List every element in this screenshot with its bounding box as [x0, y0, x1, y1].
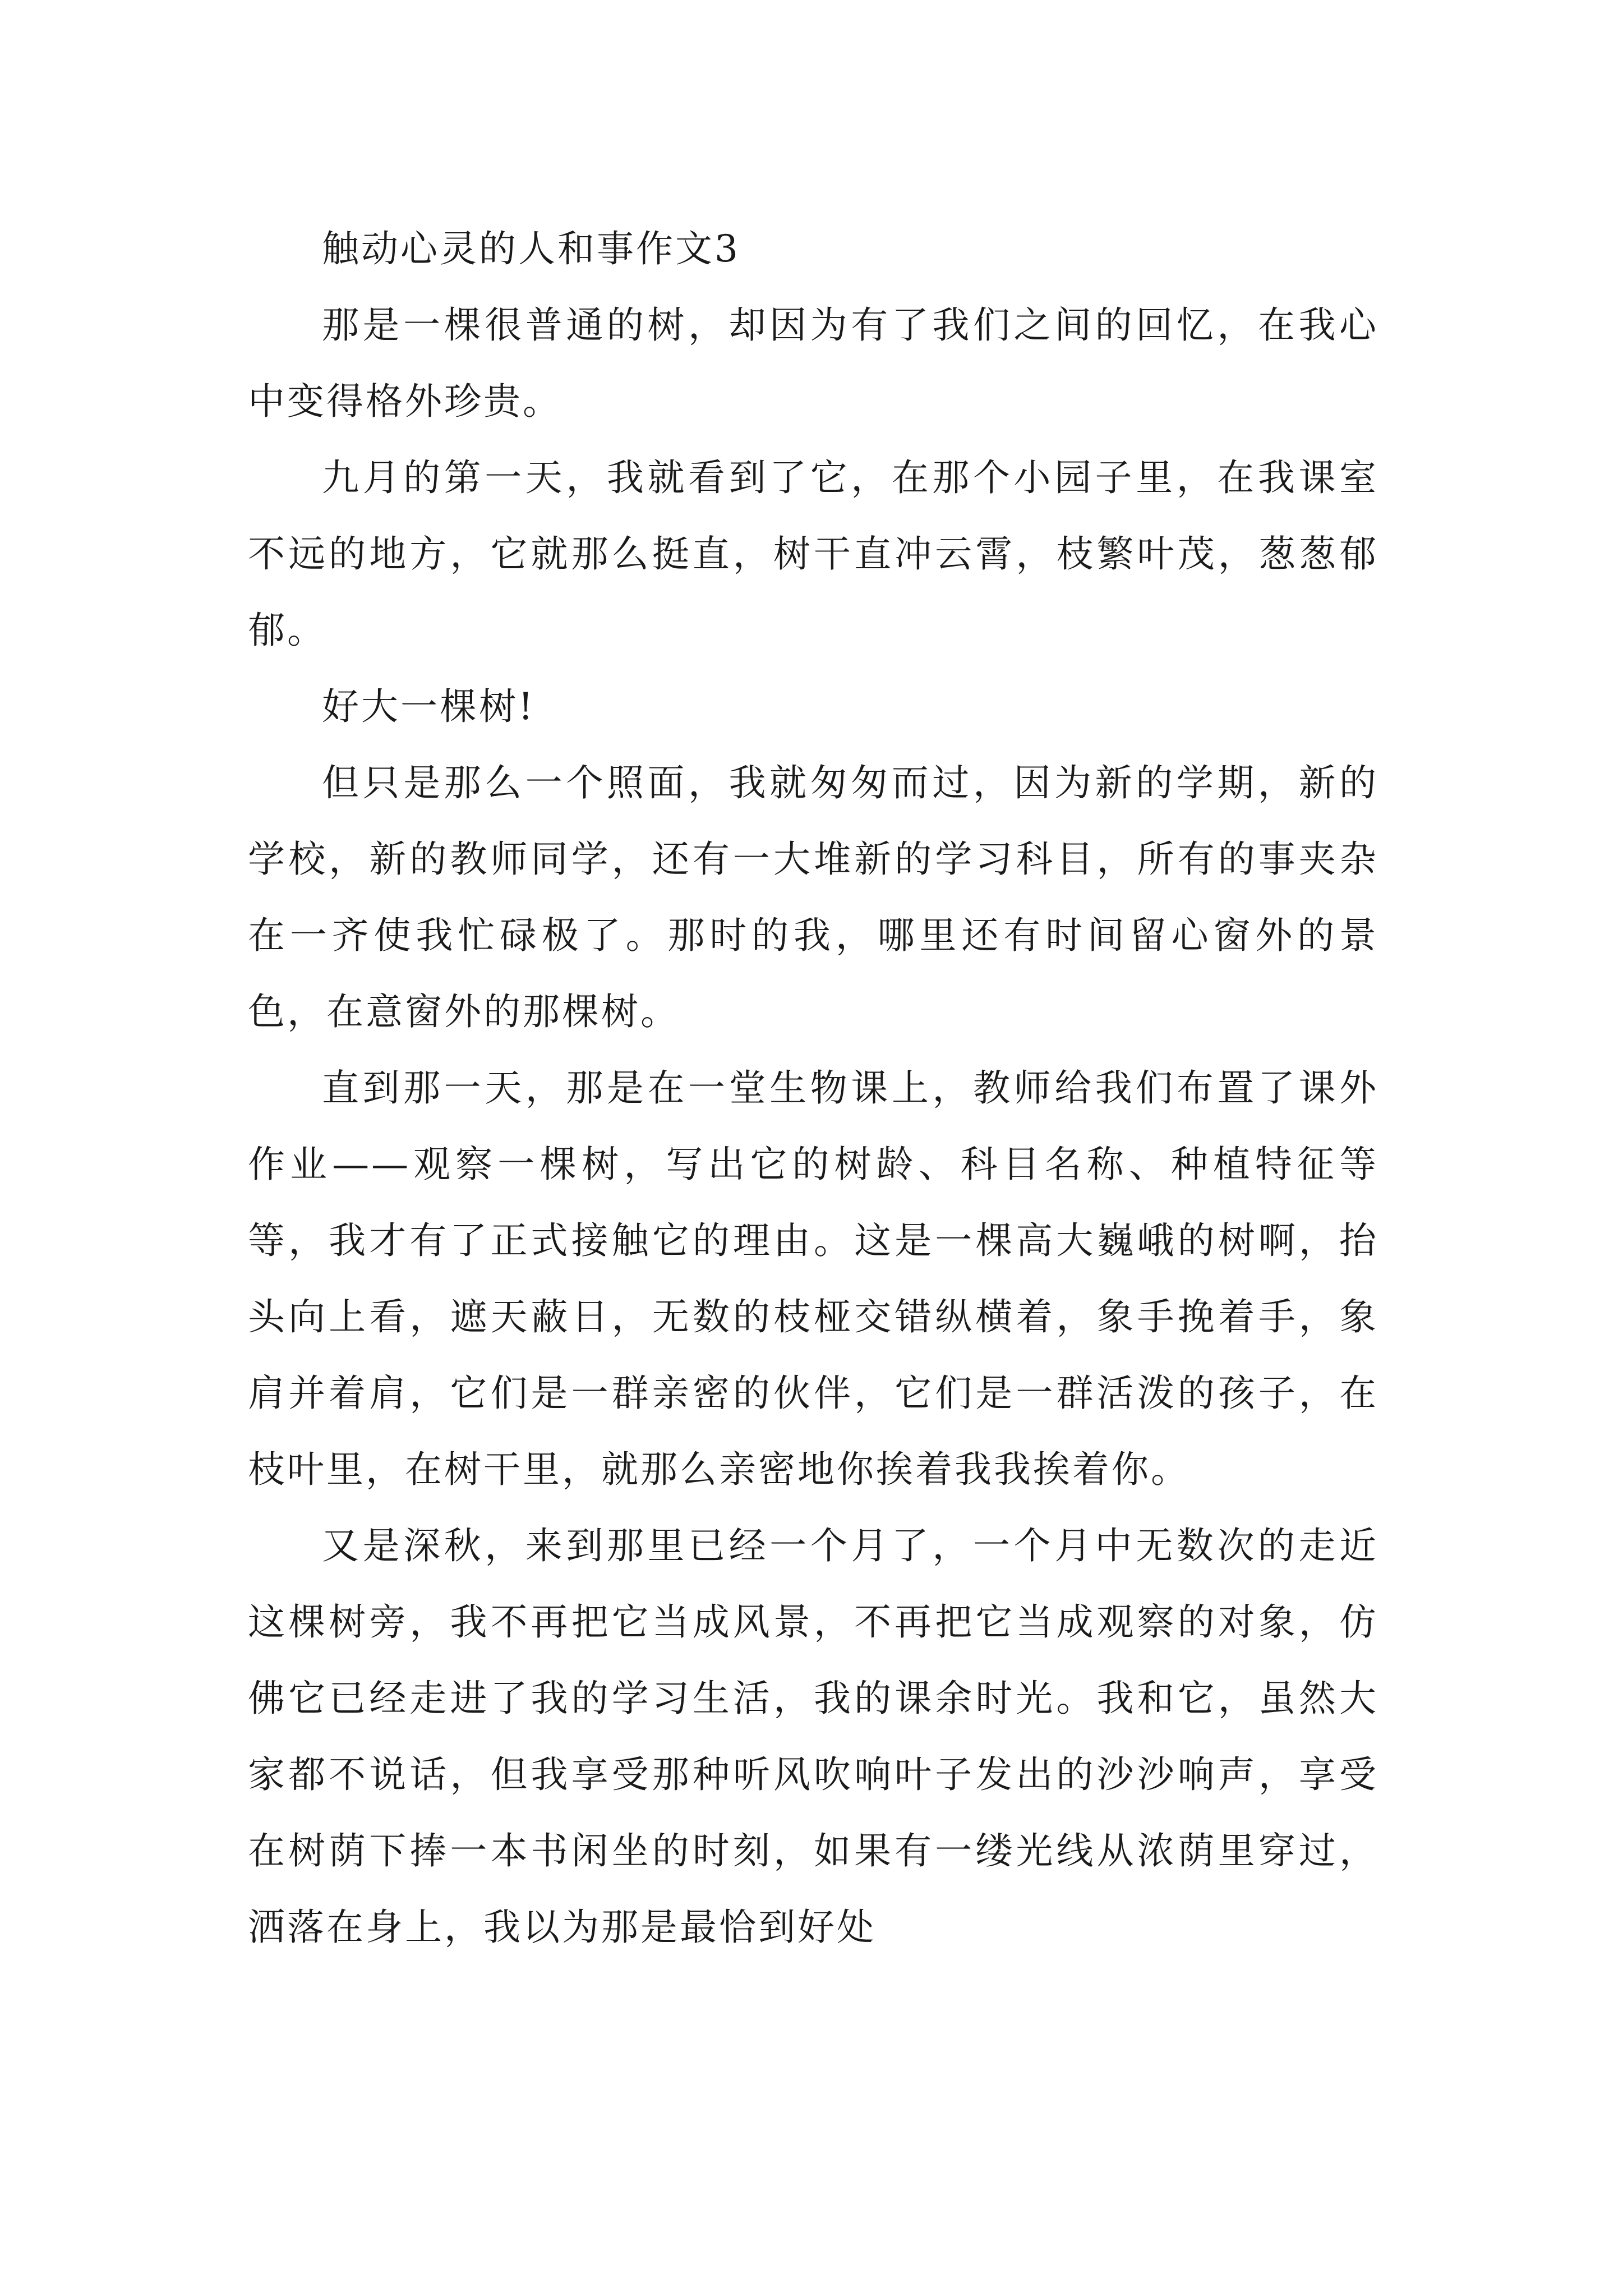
paragraph-5: 直到那一天，那是在一堂生物课上，教师给我们布置了课外作业——观察一棵树，写出它的树龄、科目名称、种植特征等等，我才有了正式接触它的理由。这是一棵高大巍峨的树啊，抬头向上看，遮天蔽日，无数的枝桠交错纵横着，象手挽着手，象肩并着肩，它们是一群亲密的伙伴，它们是一群活泼的孩子，在枝叶里，在树干里，就那么亲密地你挨着我我挨着你。	[248, 1066, 1378, 1491]
paragraph-1: 那是一棵很普通的树，却因为有了我们之间的回忆，在我心中变得格外珍贵。	[248, 303, 1378, 423]
paragraph-4: 但只是那么一个照面，我就匆匆而过，因为新的学期，新的学校，新的教师同学，还有一大堆新的学习科目，所有的事夹杂在一齐使我忙碌极了。那时的我，哪里还有时间留心窗外的景色，在意窗外的那棵树。	[248, 761, 1378, 1033]
essay-body	[248, 211, 1378, 1966]
essay-title: 触动心灵的人和事作文3	[322, 227, 740, 270]
paragraph-2: 九月的第一天，我就看到了它，在那个小园子里，在我课室不远的地方，它就那么挺直，树干直冲云霄，枝繁叶茂，葱葱郁郁。	[248, 456, 1378, 652]
paragraph-6: 又是深秋，来到那里已经一个月了，一个月中无数次的走近这棵树旁，我不再把它当成风景，不再把它当成观察的对象，仿佛它已经走进了我的学习生活，我的课余时光。我和它，虽然大家都不说话，但我享受那种听风吹响叶子发出的沙沙响声，享受在树荫下捧一本书闲坐的时刻，如果有一缕光线从浓荫里穿过，洒落在身上，我以为那是最恰到好处	[248, 1524, 1378, 1949]
paragraph-3: 好大一棵树!	[322, 685, 536, 728]
